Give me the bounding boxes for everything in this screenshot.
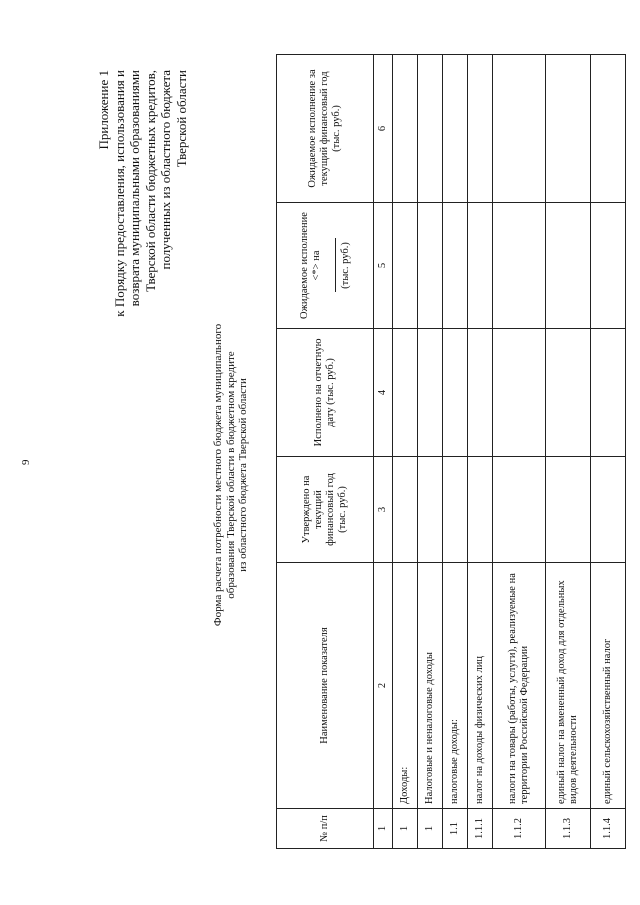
column-number: 1 <box>374 809 393 849</box>
form-title-line: Форма расчета потребности местного бюджета муниципального <box>212 323 224 627</box>
row-label: Налоговые и неналоговые доходы <box>418 563 443 809</box>
form-title-line: из областного бюджета Тверской области <box>237 378 249 572</box>
value-cell <box>443 55 468 203</box>
value-cell <box>468 203 493 329</box>
table-row <box>443 55 468 849</box>
row-number: 1.1.3 <box>546 809 591 849</box>
value-cell <box>493 55 546 203</box>
table-row <box>546 55 591 849</box>
row-number: 1.1 <box>443 809 468 849</box>
header-approved: Утверждено на текущий финансовый год (тыс. руб.) <box>277 457 374 563</box>
value-cell <box>393 55 418 203</box>
value-cell <box>393 203 418 329</box>
value-cell <box>591 203 626 329</box>
value-cell <box>418 457 443 563</box>
row-label: налоговые доходы: <box>443 563 468 809</box>
form-title-line: образования Тверской области в бюджетном кредите <box>224 351 237 599</box>
date-blank-line <box>323 239 336 293</box>
appendix-line: Приложение 1 <box>96 70 111 150</box>
table-row <box>591 55 626 849</box>
header-expected-date <box>277 203 374 329</box>
value-cell <box>468 55 493 203</box>
value-cell <box>493 203 546 329</box>
value-cell <box>591 457 626 563</box>
appendix-line: к Порядку предоставления, использования и <box>111 70 127 317</box>
row-number: 1.1.4 <box>591 809 626 849</box>
value-cell <box>468 329 493 457</box>
header-executed: Исполнено на отчетную дату (тыс. руб.) <box>277 329 374 457</box>
appendix-line: возврата муниципальными образованиями <box>127 70 142 307</box>
table-row <box>393 55 418 849</box>
value-cell <box>393 457 418 563</box>
header-expected-date-unit: (тыс. руб.) <box>339 242 351 289</box>
value-cell <box>591 55 626 203</box>
value-cell <box>493 457 546 563</box>
row-label: единый сельскохозяйственный налог <box>591 563 626 809</box>
column-number: 4 <box>374 329 393 457</box>
value-cell <box>418 203 443 329</box>
table-row <box>468 55 493 849</box>
form-title <box>212 285 250 665</box>
value-cell <box>393 329 418 457</box>
header-expected-date-text: Ожидаемое исполнение <*> на <box>298 212 322 319</box>
column-number: 6 <box>374 55 393 203</box>
appendix-heading <box>96 70 189 430</box>
header-expected-year: Ожидаемое исполнение за текущий финансовый год (тыс. руб.) <box>277 55 374 203</box>
value-cell <box>493 329 546 457</box>
budget-form-table <box>276 54 626 849</box>
page-number: 9 <box>20 459 32 465</box>
value-cell <box>546 55 591 203</box>
row-number: 1 <box>393 809 418 849</box>
column-number: 5 <box>374 203 393 329</box>
value-cell <box>443 457 468 563</box>
appendix-line: Тверской области бюджетных кредитов, <box>142 70 158 292</box>
row-label: налог на доходы физических лиц <box>468 563 493 809</box>
row-label: налоги на товары (работы, услуги), реализуемые на территории Российской Федерации <box>493 563 546 809</box>
value-cell <box>418 55 443 203</box>
row-number: 1.1.1 <box>468 809 493 849</box>
value-cell <box>418 329 443 457</box>
table-row <box>493 55 546 849</box>
row-label: Доходы: <box>393 563 418 809</box>
value-cell <box>468 457 493 563</box>
appendix-line: Тверской области <box>173 70 189 168</box>
value-cell <box>546 329 591 457</box>
appendix-line: полученных из областного бюджета <box>158 70 173 270</box>
row-label: единый налог на вмененный доход для отдельных видов деятельности <box>546 563 591 809</box>
value-cell <box>443 203 468 329</box>
header-name: Наименование показателя <box>277 563 374 809</box>
value-cell <box>546 457 591 563</box>
column-number: 2 <box>374 563 393 809</box>
value-cell <box>591 329 626 457</box>
row-number: 1.1.2 <box>493 809 546 849</box>
column-number: 3 <box>374 457 393 563</box>
table-row <box>418 55 443 849</box>
value-cell <box>546 203 591 329</box>
row-number: 1 <box>418 809 443 849</box>
header-num: № п/п <box>277 809 374 849</box>
value-cell <box>443 329 468 457</box>
